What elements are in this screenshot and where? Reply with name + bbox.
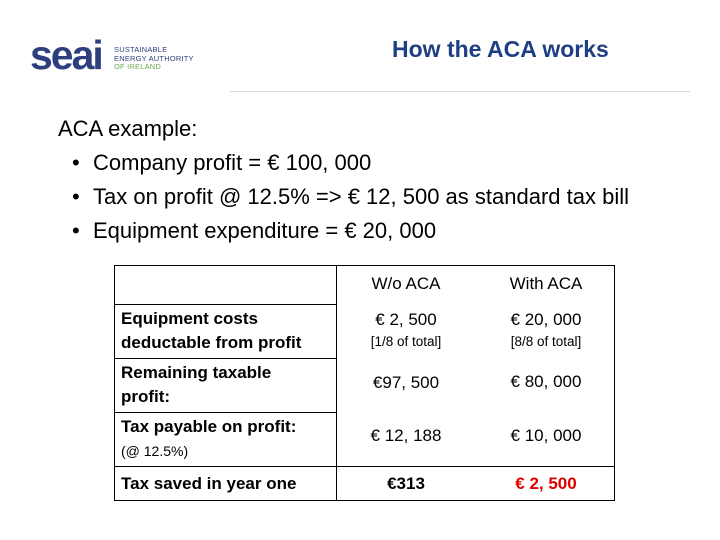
row-label-tax-payable bbox=[115, 415, 336, 463]
value-without-aca: € 12, 188 bbox=[370, 426, 442, 445]
intro-heading: ACA example: bbox=[58, 116, 198, 141]
row-label-line: Tax payable on profit: bbox=[121, 417, 297, 436]
row-label-line: (@ 12.5%) bbox=[121, 443, 189, 459]
aca-comparison-table bbox=[114, 265, 615, 501]
row-label-equipment-costs bbox=[115, 307, 336, 355]
row-label-line: profit: bbox=[121, 387, 171, 406]
logo-line-1: SUSTAINABLE bbox=[114, 45, 168, 54]
logo-wordmark: seai bbox=[30, 32, 102, 78]
row-label-line: Equipment costs bbox=[121, 309, 258, 328]
logo-line-3: OF IRELAND bbox=[114, 62, 162, 71]
value-without-aca: €97, 500 bbox=[372, 373, 440, 392]
seai-logo bbox=[30, 32, 220, 80]
value-with-aca: € 20, 000 bbox=[510, 310, 582, 329]
value-with-aca-highlight: € 2, 500 bbox=[515, 474, 577, 493]
bullet-item: • Tax on profit @ 12.5% => € 12, 500 as standard tax bill bbox=[72, 180, 629, 214]
value-without-aca: € 2, 500 bbox=[375, 310, 437, 329]
note-without-aca: [1/8 of total] bbox=[370, 334, 442, 349]
header-with-aca: With ACA bbox=[509, 274, 583, 293]
row-divider bbox=[115, 304, 336, 305]
row-divider bbox=[115, 412, 336, 413]
value-with-aca: € 10, 000 bbox=[510, 426, 582, 445]
title-divider bbox=[230, 91, 690, 92]
row-divider bbox=[115, 466, 614, 467]
value-without-aca: €313 bbox=[387, 474, 425, 493]
logo-line-2: ENERGY AUTHORITY bbox=[114, 53, 194, 63]
header-without-aca: W/o ACA bbox=[371, 274, 441, 293]
row-label-tax-saved: Tax saved in year one bbox=[121, 474, 297, 493]
bullet-list bbox=[72, 146, 629, 248]
row-label-line: deductable from profit bbox=[121, 333, 302, 352]
value-with-aca: € 80, 000 bbox=[510, 372, 582, 391]
note-with-aca: [8/8 of total] bbox=[510, 334, 582, 349]
bullet-item: • Equipment expenditure = € 20, 000 bbox=[72, 214, 629, 248]
logo-tagline bbox=[114, 46, 194, 72]
row-label-remaining-taxable bbox=[115, 361, 336, 409]
bullet-item: • Company profit = € 100, 000 bbox=[72, 146, 629, 180]
row-label-line: Remaining taxable bbox=[121, 363, 272, 382]
row-divider bbox=[115, 358, 336, 359]
slide-title: How the ACA works bbox=[392, 36, 609, 62]
